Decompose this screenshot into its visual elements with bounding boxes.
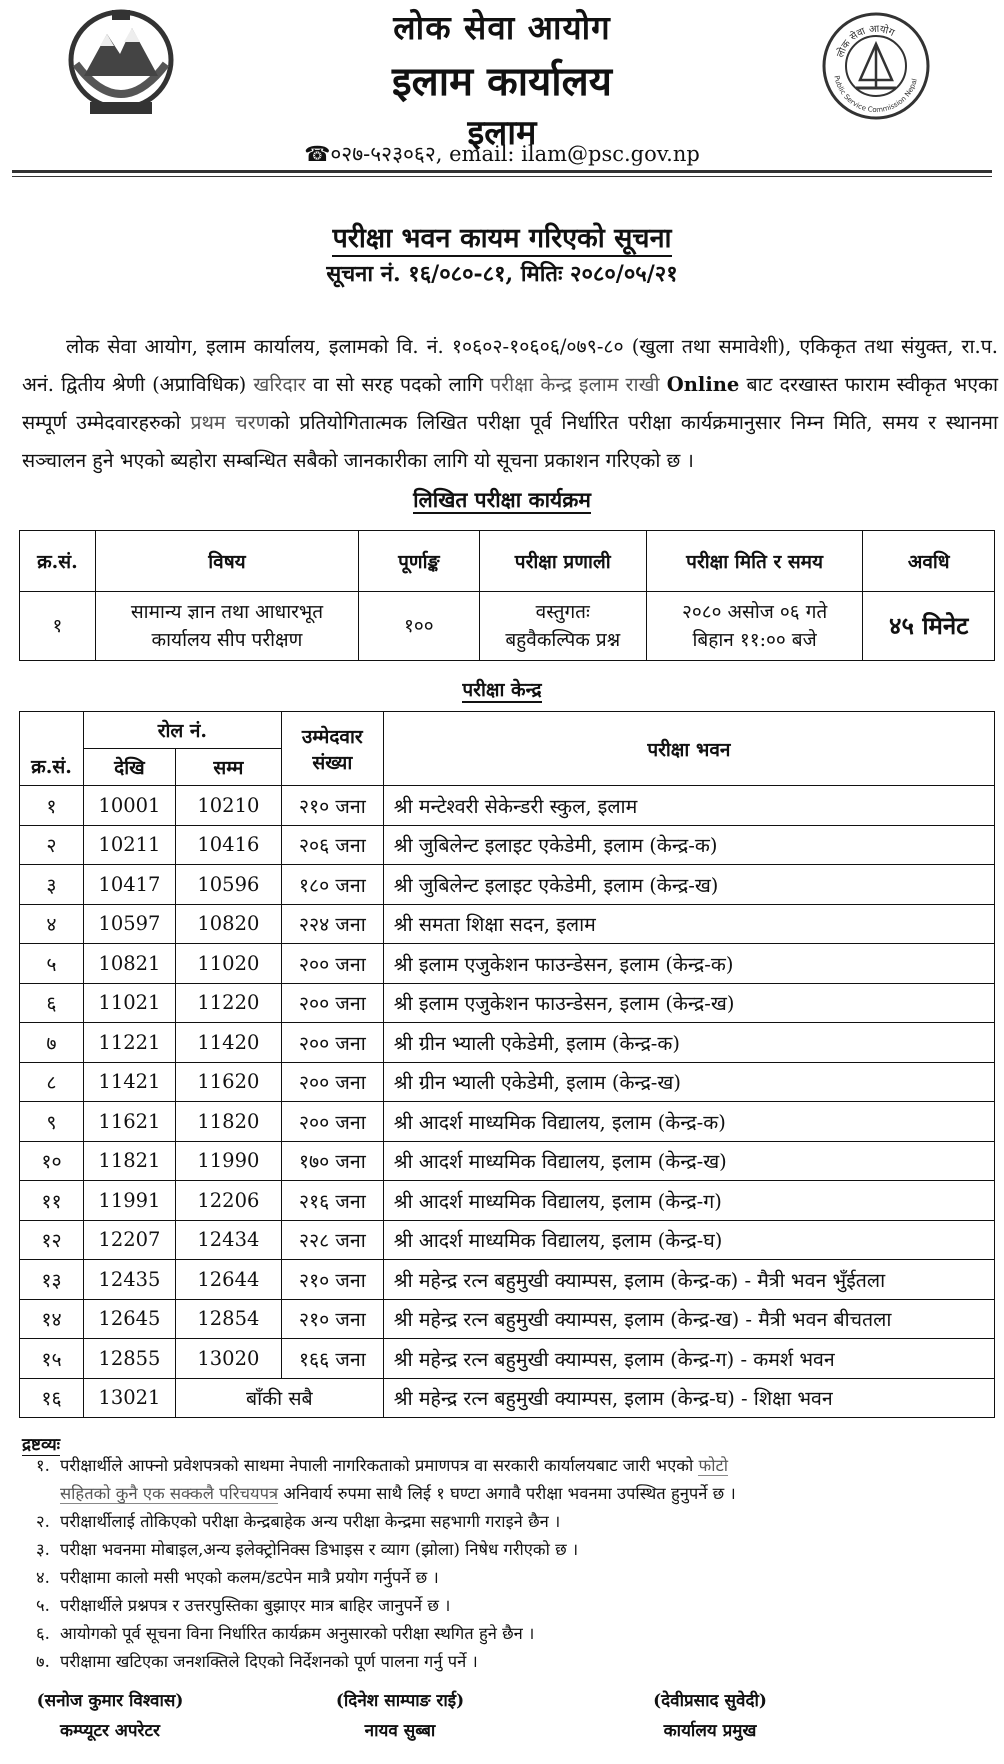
cell-roll-to: 11620 [175,1062,281,1102]
cell-count: १६६ जना [281,1339,383,1379]
cell-roll-to: 10596 [175,865,281,905]
cell-roll-from: 12855 [83,1339,175,1379]
schedule-col-system: परीक्षा प्रणाली [479,531,646,592]
cell-count: २१६ जना [281,1181,383,1221]
notice-reference: सूचना नं. १६/०८०-८१, मितिः २०८०/०५/२१ [326,261,678,287]
cell-sn: १ [20,786,84,826]
cell-venue: श्री इलाम एजुकेशन फाउन्डेसन, इलाम (केन्द्र-क) [383,944,994,984]
cell-sn: ९ [20,1102,84,1142]
cell-roll-to: 11020 [175,944,281,984]
centers-table [19,711,995,1418]
cell-remaining: बाँकी सबै [175,1378,383,1418]
signature-title-1: कम्प्यूटर अपरेटर [59,1721,160,1741]
cell-sn: १२ [20,1220,84,1260]
cell-roll-to: 10210 [175,786,281,826]
cell-sn: १४ [20,1299,84,1339]
nepal-emblem-logo [62,6,180,122]
cell-roll-from: 11421 [83,1062,175,1102]
cell-roll-to: 12206 [175,1181,281,1221]
centers-col-venue: परीक्षा भवन [383,712,994,786]
signature-name-1: (सनोज कुमार विश्वास) [36,1691,184,1711]
cell-sn: ६ [20,983,84,1023]
centers-col-count: उम्मेदवार संख्या [281,712,383,786]
cell-venue: श्री जुबिलेन्ट इलाइट एकेडेमी, इलाम (केन्द्र-क) [383,825,994,865]
cell-venue: श्री आदर्श माध्यमिक विद्यालय, इलाम (केन्द्र-ख) [383,1141,994,1181]
cell-count: १७० जना [281,1141,383,1181]
cell-count: २२८ जना [281,1220,383,1260]
psc-seal-logo [820,10,932,122]
table-row [20,1181,995,1221]
signature-title-2: नायव सुब्बा [364,1721,436,1741]
cell-sn: १६ [20,1378,84,1418]
schedule-sn: १ [20,592,96,661]
schedule-subject: सामान्य ज्ञान तथा आधारभूत कार्यालय सीप परीक्षण [95,592,358,661]
cell-roll-to: 11990 [175,1141,281,1181]
svg-text:Public Service Commission Nepa: Public Service Commission Nepal [832,74,919,115]
signature-title-3: कार्यालय प्रमुख [663,1721,757,1741]
cell-roll-to: 12854 [175,1299,281,1339]
cell-roll-from: 10001 [83,786,175,826]
schedule-table [19,530,995,661]
table-row [20,1102,995,1142]
cell-sn: ८ [20,1062,84,1102]
cell-venue: श्री महेन्द्र रत्न बहुमुखी क्याम्पस, इलाम (केन्द्र-ग) - कमर्श भवन [383,1339,994,1379]
table-row [20,1299,995,1339]
centers-col-sn: क्र.सं. [20,712,84,786]
svg-text:लोक सेवा आयोग: लोक सेवा आयोग [835,23,896,60]
cell-roll-from: 11021 [83,983,175,1023]
note-item: १. परीक्षार्थीले आफ्नो प्रवेशपत्रको साथमा नेपाली नागरिकताको प्रमाणपत्र वा सरकारी कार्यालयबाट जारी भएको फोटो सहितको कुनै एक सक्कलै परिचयपत्र अनिवार्य रुपमा साथै लिई १ घण्टा अगावै परीक्षा भवनमा उपस्थित हुनुपर्ने छ । [36,1456,736,1503]
schedule-header-row [20,531,995,592]
telephone-icon: ☎ [304,142,331,166]
cell-venue: श्री ग्रीन भ्याली एकेडेमी, इलाम (केन्द्र-क) [383,1023,994,1063]
cell-sn: ७ [20,1023,84,1063]
schedule-duration: ४५ मिनेट [863,592,995,661]
table-row [20,865,995,905]
cell-roll-to: 10416 [175,825,281,865]
cell-sn: १३ [20,1260,84,1300]
schedule-col-marks: पूर्णाङ्क [359,531,479,592]
cell-count: २०० जना [281,1023,383,1063]
cell-roll-from: 10597 [83,904,175,944]
cell-roll-from: 12645 [83,1299,175,1339]
cell-roll-from: 12207 [83,1220,175,1260]
cell-venue: श्री महेन्द्र रत्न बहुमुखी क्याम्पस, इलाम (केन्द्र-क) - मैत्री भवन भुँईतला [383,1260,994,1300]
note-item: ३. परीक्षा भवनमा मोबाइल,अन्य इलेक्ट्रोनिक्स डिभाइस र व्याग (झोला) निषेध गरीएको छ । [36,1540,579,1559]
schedule-row [20,592,995,661]
cell-venue: श्री जुबिलेन्ट इलाइट एकेडेमी, इलाम (केन्द्र-ख) [383,865,994,905]
cell-sn: १५ [20,1339,84,1379]
note-item: ६. आयोगको पूर्व सूचना विना निर्धारित कार्यक्रम अनुसारको परीक्षा स्थगित हुने छैन । [36,1624,535,1643]
notes-heading: द्रष्टव्यः [22,1435,61,1455]
note-item: २. परीक्षार्थीलाई तोकिएको परीक्षा केन्द्रबाहेक अन्य परीक्षा केन्द्रमा सहभागी गराइने छैन । [36,1512,561,1531]
centers-col-roll: रोल नं. [83,712,281,749]
table-row [20,1023,995,1063]
cell-sn: ५ [20,944,84,984]
table-row [20,1378,995,1418]
centers-col-from: देखि [83,749,175,786]
header-divider-thick [12,170,992,173]
cell-venue: श्री इलाम एजुकेशन फाउन्डेसन, इलाम (केन्द्र-ख) [383,983,994,1023]
cell-count: १८० जना [281,865,383,905]
cell-count: २१० जना [281,1299,383,1339]
schedule-marks: १०० [359,592,479,661]
cell-roll-from: 11221 [83,1023,175,1063]
cell-roll-from: 10211 [83,825,175,865]
cell-venue: श्री आदर्श माध्यमिक विद्यालय, इलाम (केन्द्र-क) [383,1102,994,1142]
table-row [20,1260,995,1300]
centers-header-row-1 [20,712,995,749]
signature-name-2: (दिनेश साम्पाङ राई) [335,1691,465,1711]
cell-venue: श्री मन्टेश्वरी सेकेन्डरी स्कुल, इलाम [383,786,994,826]
cell-count: २०६ जना [281,825,383,865]
cell-roll-to: 12434 [175,1220,281,1260]
schedule-heading: लिखित परीक्षा कार्यक्रम [413,487,591,512]
cell-sn: ४ [20,904,84,944]
schedule-datetime: २०८० असोज ०६ गते बिहान ११:०० बजे [646,592,862,661]
notice-title: परीक्षा भवन कायम गरिएको सूचना [0,218,1004,255]
cell-roll-to: 13020 [175,1339,281,1379]
cell-roll-from: 12435 [83,1260,175,1300]
header-divider-thin [12,176,992,177]
cell-venue: श्री आदर्श माध्यमिक विद्यालय, इलाम (केन्द्र-ग) [383,1181,994,1221]
cell-sn: २ [20,825,84,865]
contact-line [200,140,804,168]
table-row [20,825,995,865]
table-row [20,1339,995,1379]
cell-sn: ३ [20,865,84,905]
cell-roll-from: 13021 [83,1378,175,1418]
schedule-col-sn: क्र.सं. [20,531,96,592]
cell-roll-to: 11420 [175,1023,281,1063]
cell-count: २०० जना [281,1102,383,1142]
note-item: ७. परीक्षामा खटिएका जनशक्तिले दिएको निर्देशनको पूर्ण पालना गर्नु पर्ने । [36,1652,478,1671]
schedule-system: वस्तुगतः बहुवैकल्पिक प्रश्न [479,592,646,661]
table-row [20,786,995,826]
phone-number: ०२७-५२३०६२ [330,142,436,166]
cell-roll-from: 11991 [83,1181,175,1221]
cell-roll-to: 12644 [175,1260,281,1300]
cell-count: २०० जना [281,944,383,984]
schedule-col-subject: विषय [95,531,358,592]
table-row [20,1062,995,1102]
signature-name-3: (देवीप्रसाद सुवेदी) [653,1691,767,1711]
table-row [20,983,995,1023]
table-row [20,1141,995,1181]
office-name: इलाम कार्यालय [392,58,612,105]
cell-venue: श्री महेन्द्र रत्न बहुमुखी क्याम्पस, इलाम (केन्द्र-घ) - शिक्षा भवन [383,1378,994,1418]
cell-roll-from: 11821 [83,1141,175,1181]
cell-count: २२४ जना [281,904,383,944]
cell-venue: श्री महेन्द्र रत्न बहुमुखी क्याम्पस, इलाम (केन्द्र-ख) - मैत्री भवन बीचतला [383,1299,994,1339]
note-item: ५. परीक्षार्थीले प्रश्नपत्र र उत्तरपुस्तिका बुझाएर मात्र बाहिर जानुपर्ने छ । [36,1596,451,1615]
cell-sn: १० [20,1141,84,1181]
notice-body: लोक सेवा आयोग, इलाम कार्यालय, इलामको वि. नं. १०६०२-१०६०६/०७९-८० (खुला तथा समावेशी), एकिकृत तथा संयुक्त, रा.प. अनं. द्वितीय श्रेणी (अप्राविधिक) खरिदार वा सो सरह पदको लागि परीक्षा केन्द्र इलाम राखी Online बाट दरखास्त फाराम स्वीकृत भएका सम्पूर्ण उम्मेदवारहरुको प्रथम चरणको प्रतियोगितात्मक लिखित परीक्षा पूर्व निर्धारित परीक्षा कार्यक्रमानुसार निम्न मिति, समय र स्थानमा सञ्चालन हुने भएको ब्यहोरा सम्बन्धित सबैको जानकारीका लागि यो सूचना प्रकाशन गरिएको छ । [22,335,999,472]
org-name: लोक सेवा आयोग [393,8,611,47]
cell-roll-to: 11220 [175,983,281,1023]
centers-heading: परीक्षा केन्द्र [462,679,542,701]
table-row [20,904,995,944]
cell-sn: ११ [20,1181,84,1221]
schedule-col-datetime: परीक्षा मिति र समय [646,531,862,592]
note-item: ४. परीक्षामा कालो मसी भएको कलम/डटपेन मात्रै प्रयोग गर्नुपर्ने छ । [36,1568,439,1587]
table-row [20,944,995,984]
email[interactable]: , email: ilam@psc.gov.np [435,142,700,166]
cell-count: २१० जना [281,1260,383,1300]
cell-venue: श्री ग्रीन भ्याली एकेडेमी, इलाम (केन्द्र-ख) [383,1062,994,1102]
cell-count: २०० जना [281,1062,383,1102]
cell-venue: श्री समता शिक्षा सदन, इलाम [383,904,994,944]
cell-roll-to: 10820 [175,904,281,944]
cell-roll-from: 11621 [83,1102,175,1142]
cell-count: २०० जना [281,983,383,1023]
centers-col-to: सम्म [175,749,281,786]
cell-venue: श्री आदर्श माध्यमिक विद्यालय, इलाम (केन्द्र-घ) [383,1220,994,1260]
cell-roll-from: 10821 [83,944,175,984]
cell-roll-to: 11820 [175,1102,281,1142]
table-row [20,1220,995,1260]
cell-count: २१० जना [281,786,383,826]
schedule-col-duration: अवधि [863,531,995,592]
centers-body [20,786,995,1418]
cell-roll-from: 10417 [83,865,175,905]
office-city: इलाम [467,113,537,153]
